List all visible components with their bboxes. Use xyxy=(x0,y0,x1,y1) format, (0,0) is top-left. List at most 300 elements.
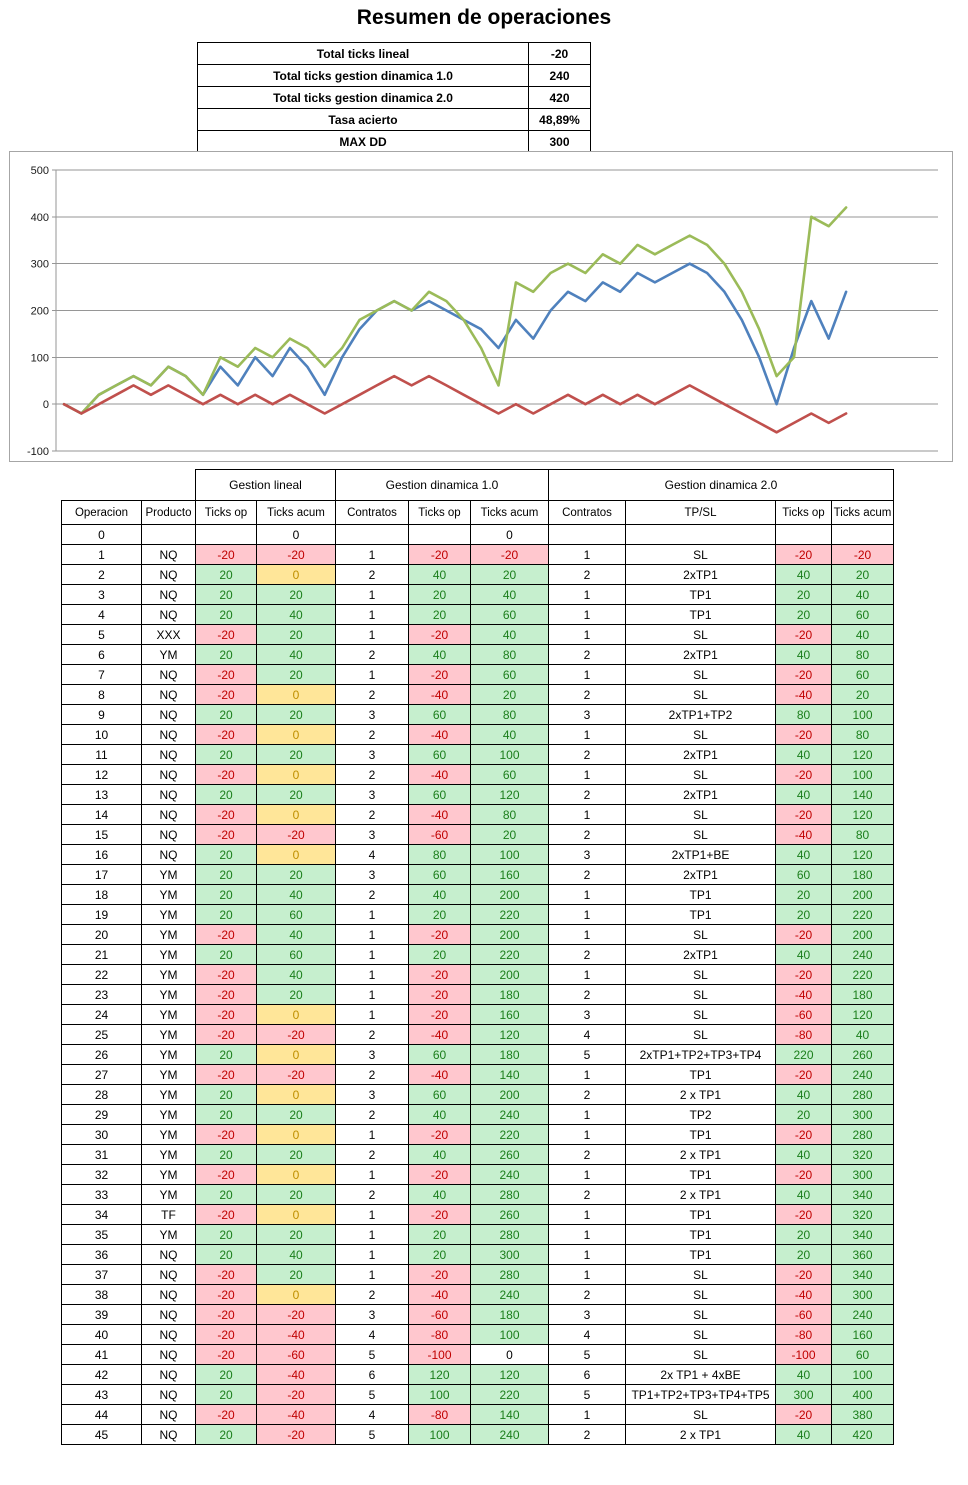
table-cell: -80 xyxy=(776,1025,832,1045)
table-cell: 20 xyxy=(471,565,549,585)
table-cell xyxy=(142,525,196,545)
table-cell: 0 xyxy=(471,525,549,545)
table-cell: NQ xyxy=(142,845,196,865)
table-cell: 17 xyxy=(62,865,142,885)
summary-value: -20 xyxy=(529,43,591,65)
table-cell: 2 xyxy=(549,785,626,805)
table-cell: 180 xyxy=(832,865,894,885)
table-cell: 2 x TP1 xyxy=(626,1425,776,1445)
table-cell: TP1 xyxy=(626,905,776,925)
table-cell: 40 xyxy=(409,565,471,585)
col-header-tp-sl: TP/SL xyxy=(626,501,776,525)
table-cell: 1 xyxy=(549,1225,626,1245)
table-cell: -40 xyxy=(409,805,471,825)
table-cell: 40 xyxy=(776,785,832,805)
y-axis-tick-label: 100 xyxy=(30,352,49,365)
table-cell: 20 xyxy=(776,885,832,905)
table-row xyxy=(62,805,894,825)
table-cell: 20 xyxy=(776,585,832,605)
table-cell: 3 xyxy=(336,825,409,845)
table-cell: 60 xyxy=(409,705,471,725)
table-cell: 1 xyxy=(549,925,626,945)
summary-table xyxy=(197,42,591,153)
col-header-operacion: Operacion xyxy=(62,501,142,525)
table-cell: SL xyxy=(626,545,776,565)
summary-value: 48,89% xyxy=(529,109,591,131)
table-cell: 2 xyxy=(549,685,626,705)
table-cell: 4 xyxy=(549,1325,626,1345)
table-cell: 3 xyxy=(336,1085,409,1105)
table-cell: SL xyxy=(626,765,776,785)
table-cell: 40 xyxy=(776,1085,832,1105)
table-cell: 22 xyxy=(62,965,142,985)
table-cell: 1 xyxy=(549,965,626,985)
table-cell: 2 xyxy=(549,1425,626,1445)
table-row xyxy=(62,1145,894,1165)
table-cell: NQ xyxy=(142,1305,196,1325)
table-cell: -20 xyxy=(257,825,336,845)
table-cell: 220 xyxy=(471,945,549,965)
table-cell: 180 xyxy=(471,985,549,1005)
table-cell: TP1 xyxy=(626,585,776,605)
table-cell: YM xyxy=(142,1005,196,1025)
column-header-row xyxy=(62,501,894,525)
table-cell: 2 xyxy=(549,1285,626,1305)
table-cell: SL xyxy=(626,1305,776,1325)
table-cell: 160 xyxy=(471,865,549,885)
table-cell: 2 xyxy=(336,1145,409,1165)
table-cell: -20 xyxy=(776,965,832,985)
table-cell: TF xyxy=(142,1205,196,1225)
table-cell: -20 xyxy=(409,1005,471,1025)
table-cell: 0 xyxy=(257,845,336,865)
table-cell: 20 xyxy=(409,905,471,925)
table-cell: -20 xyxy=(776,1405,832,1425)
summary-row xyxy=(198,131,591,153)
table-cell: -20 xyxy=(196,1285,257,1305)
table-cell: 32 xyxy=(62,1165,142,1185)
table-cell: 20 xyxy=(196,745,257,765)
table-cell: 40 xyxy=(776,1145,832,1165)
table-cell: 140 xyxy=(471,1065,549,1085)
table-cell: 40 xyxy=(776,645,832,665)
table-cell: 80 xyxy=(471,645,549,665)
table-cell: 200 xyxy=(471,925,549,945)
table-cell: NQ xyxy=(142,765,196,785)
table-row xyxy=(62,625,894,645)
table-cell: 1 xyxy=(549,765,626,785)
table-cell: 30 xyxy=(62,1125,142,1145)
table-cell: YM xyxy=(142,1065,196,1085)
table-cell: 6 xyxy=(549,1365,626,1385)
table-row xyxy=(62,1005,894,1025)
table-cell: 120 xyxy=(832,745,894,765)
table-cell: 260 xyxy=(471,1145,549,1165)
table-cell: 220 xyxy=(832,965,894,985)
table-row xyxy=(62,1365,894,1385)
table-row xyxy=(62,685,894,705)
table-cell: 2xTP1 xyxy=(626,865,776,885)
table-cell: NQ xyxy=(142,1345,196,1365)
table-row xyxy=(62,1345,894,1365)
table-cell: 100 xyxy=(471,1325,549,1345)
table-cell xyxy=(776,525,832,545)
table-cell: 2 xyxy=(549,825,626,845)
table-cell: 20 xyxy=(257,785,336,805)
table-cell: 20 xyxy=(257,1225,336,1245)
table-cell: 320 xyxy=(832,1205,894,1225)
table-cell: 1 xyxy=(549,1125,626,1145)
table-cell: 80 xyxy=(409,845,471,865)
table-cell: -20 xyxy=(471,545,549,565)
table-cell: 60 xyxy=(257,905,336,925)
table-cell: 240 xyxy=(832,1305,894,1325)
table-cell: 20 xyxy=(832,685,894,705)
table-cell: 5 xyxy=(549,1385,626,1405)
table-row xyxy=(62,985,894,1005)
table-cell: 20 xyxy=(196,1145,257,1165)
summary-row xyxy=(198,65,591,87)
table-cell: 13 xyxy=(62,785,142,805)
table-cell: 1 xyxy=(549,1405,626,1425)
table-cell: NQ xyxy=(142,1265,196,1285)
table-cell: 2 xyxy=(336,1025,409,1045)
table-cell: 40 xyxy=(257,605,336,625)
table-row xyxy=(62,1185,894,1205)
table-cell: 25 xyxy=(62,1025,142,1045)
table-cell: -20 xyxy=(776,1125,832,1145)
table-cell: 1 xyxy=(336,985,409,1005)
table-cell: 20 xyxy=(196,1365,257,1385)
table-cell: -20 xyxy=(409,1125,471,1145)
y-axis-tick-label: 400 xyxy=(30,211,49,224)
table-row xyxy=(62,1245,894,1265)
table-cell: 2 xyxy=(336,725,409,745)
table-cell: 300 xyxy=(832,1285,894,1305)
table-cell: 420 xyxy=(832,1425,894,1445)
table-cell: 20 xyxy=(196,1185,257,1205)
table-cell: NQ xyxy=(142,585,196,605)
table-cell: 20 xyxy=(257,1185,336,1205)
table-cell: TP1 xyxy=(626,1125,776,1145)
table-cell: 60 xyxy=(409,1045,471,1065)
table-cell: -40 xyxy=(776,1285,832,1305)
table-cell: 1 xyxy=(549,1065,626,1085)
table-cell: 29 xyxy=(62,1105,142,1125)
table-row xyxy=(62,1205,894,1225)
table-cell: 40 xyxy=(62,1325,142,1345)
table-row xyxy=(62,1285,894,1305)
table-cell: 400 xyxy=(832,1385,894,1405)
table-cell: -20 xyxy=(257,1025,336,1045)
table-cell: -80 xyxy=(409,1405,471,1425)
table-row xyxy=(62,845,894,865)
summary-label: MAX DD xyxy=(198,131,529,153)
table-row xyxy=(62,565,894,585)
table-cell: 100 xyxy=(409,1425,471,1445)
table-cell: NQ xyxy=(142,1425,196,1445)
table-cell: NQ xyxy=(142,685,196,705)
table-cell: NQ xyxy=(142,1365,196,1385)
table-cell: 44 xyxy=(62,1405,142,1425)
table-cell xyxy=(336,525,409,545)
table-cell: -40 xyxy=(776,685,832,705)
table-cell: -40 xyxy=(409,685,471,705)
table-cell: 5 xyxy=(549,1345,626,1365)
table-cell: TP2 xyxy=(626,1105,776,1125)
table-cell: -80 xyxy=(409,1325,471,1345)
table-cell: 20 xyxy=(257,745,336,765)
line-chart-svg xyxy=(10,152,952,461)
table-cell: 5 xyxy=(336,1425,409,1445)
table-cell: YM xyxy=(142,1145,196,1165)
table-cell: 20 xyxy=(62,925,142,945)
table-cell: 6 xyxy=(336,1365,409,1385)
table-cell: 11 xyxy=(62,745,142,765)
table-cell: 40 xyxy=(832,1025,894,1045)
table-row xyxy=(62,1325,894,1345)
group-header-row xyxy=(62,470,894,501)
table-cell: 18 xyxy=(62,885,142,905)
table-cell: NQ xyxy=(142,825,196,845)
table-cell: NQ xyxy=(142,785,196,805)
table-cell: -20 xyxy=(257,1425,336,1445)
table-cell: 300 xyxy=(832,1105,894,1125)
table-cell: 20 xyxy=(196,585,257,605)
table-cell: -20 xyxy=(196,1405,257,1425)
summary-table-body xyxy=(198,43,591,153)
table-cell: 1 xyxy=(62,545,142,565)
table-cell: 20 xyxy=(257,665,336,685)
table-cell: 20 xyxy=(196,1225,257,1245)
table-cell: 42 xyxy=(62,1365,142,1385)
table-cell: 0 xyxy=(257,1085,336,1105)
table-cell: 1 xyxy=(549,1205,626,1225)
table-cell: -20 xyxy=(776,925,832,945)
table-cell: XXX xyxy=(142,625,196,645)
table-cell: 60 xyxy=(832,665,894,685)
table-cell: 100 xyxy=(471,745,549,765)
group-header-gestion-dinamica-1: Gestion dinamica 1.0 xyxy=(336,470,549,501)
table-cell: 1 xyxy=(336,1165,409,1185)
table-cell: -20 xyxy=(196,685,257,705)
table-cell: 0 xyxy=(257,1165,336,1185)
table-cell: 0 xyxy=(257,685,336,705)
table-cell: 0 xyxy=(257,1205,336,1225)
table-cell: 16 xyxy=(62,845,142,865)
table-cell: 3 xyxy=(62,585,142,605)
table-cell: 2 xyxy=(336,565,409,585)
table-cell: 120 xyxy=(471,785,549,805)
table-row xyxy=(62,885,894,905)
table-cell: -60 xyxy=(776,1005,832,1025)
table-cell: 0 xyxy=(257,1285,336,1305)
table-cell: 280 xyxy=(471,1225,549,1245)
table-cell: 1 xyxy=(336,545,409,565)
table-cell: SL xyxy=(626,1025,776,1045)
table-cell: -20 xyxy=(776,1065,832,1085)
table-cell: 20 xyxy=(196,565,257,585)
table-cell: 20 xyxy=(196,1425,257,1445)
table-cell: 1 xyxy=(336,1005,409,1025)
table-cell: 2 xyxy=(62,565,142,585)
table-cell: 2 xyxy=(336,645,409,665)
table-cell: -40 xyxy=(409,1285,471,1305)
table-cell: 240 xyxy=(471,1285,549,1305)
table-cell: 100 xyxy=(409,1385,471,1405)
table-cell: 4 xyxy=(549,1025,626,1045)
table-row xyxy=(62,605,894,625)
table-cell: 20 xyxy=(196,865,257,885)
table-cell: 35 xyxy=(62,1225,142,1245)
table-cell: 380 xyxy=(832,1405,894,1425)
table-cell: 200 xyxy=(832,925,894,945)
table-cell: 1 xyxy=(336,1265,409,1285)
table-cell: 21 xyxy=(62,945,142,965)
table-cell: 40 xyxy=(409,885,471,905)
table-cell: -20 xyxy=(257,1305,336,1325)
table-cell: YM xyxy=(142,865,196,885)
table-cell: 60 xyxy=(832,605,894,625)
table-cell: 5 xyxy=(336,1345,409,1365)
group-header-gestion-dinamica-2: Gestion dinamica 2.0 xyxy=(549,470,894,501)
table-cell: 60 xyxy=(776,865,832,885)
table-cell: 220 xyxy=(832,905,894,925)
table-row xyxy=(62,1125,894,1145)
table-cell: -60 xyxy=(257,1345,336,1365)
table-cell: 43 xyxy=(62,1385,142,1405)
table-cell xyxy=(549,525,626,545)
table-cell: 40 xyxy=(409,1145,471,1165)
table-cell: 20 xyxy=(196,1085,257,1105)
table-cell: 2 xyxy=(336,1185,409,1205)
table-cell: 2 xyxy=(549,985,626,1005)
table-cell: 1 xyxy=(549,885,626,905)
table-cell: NQ xyxy=(142,605,196,625)
table-cell: 20 xyxy=(409,1225,471,1245)
table-cell: 60 xyxy=(409,1085,471,1105)
table-cell: 20 xyxy=(257,585,336,605)
table-cell: 340 xyxy=(832,1185,894,1205)
table-cell: 220 xyxy=(471,1385,549,1405)
table-cell: 120 xyxy=(409,1365,471,1385)
table-cell: -20 xyxy=(832,545,894,565)
table-cell: -20 xyxy=(257,1065,336,1085)
table-cell: 40 xyxy=(257,925,336,945)
table-row xyxy=(62,1405,894,1425)
table-cell: YM xyxy=(142,945,196,965)
table-row xyxy=(62,665,894,685)
table-cell: 240 xyxy=(832,945,894,965)
table-cell: NQ xyxy=(142,745,196,765)
table-cell: 220 xyxy=(471,1125,549,1145)
table-cell: 20 xyxy=(776,605,832,625)
table-cell: 2xTP1 xyxy=(626,945,776,965)
table-cell: 20 xyxy=(196,845,257,865)
table-cell: SL xyxy=(626,925,776,945)
col-header-d2-ticks-acum: Ticks acum xyxy=(832,501,894,525)
table-cell: 120 xyxy=(832,845,894,865)
table-cell: YM xyxy=(142,985,196,1005)
table-cell: 300 xyxy=(471,1245,549,1265)
table-cell: 1 xyxy=(336,925,409,945)
y-axis-tick-label: 200 xyxy=(30,305,49,318)
table-cell: 1 xyxy=(336,665,409,685)
table-cell: 0 xyxy=(62,525,142,545)
table-cell: SL xyxy=(626,825,776,845)
table-cell: -60 xyxy=(409,1305,471,1325)
table-cell: 2 xyxy=(549,865,626,885)
table-cell: 2 xyxy=(336,805,409,825)
col-header-d2-contratos: Contratos xyxy=(549,501,626,525)
table-cell: 1 xyxy=(549,1245,626,1265)
table-cell: 1 xyxy=(549,585,626,605)
table-row xyxy=(62,525,894,545)
table-cell: 2 xyxy=(549,1185,626,1205)
table-cell: 1 xyxy=(336,965,409,985)
table-cell: 2 xyxy=(336,1285,409,1305)
table-cell: 2 xyxy=(336,1065,409,1085)
table-row xyxy=(62,1045,894,1065)
group-header-gestion-lineal: Gestion lineal xyxy=(196,470,336,501)
table-cell: 100 xyxy=(832,705,894,725)
table-cell: 12 xyxy=(62,765,142,785)
table-cell: -20 xyxy=(196,1325,257,1345)
table-cell: SL xyxy=(626,1405,776,1425)
table-cell: 1 xyxy=(549,665,626,685)
table-cell: 31 xyxy=(62,1145,142,1165)
table-cell: SL xyxy=(626,1325,776,1345)
table-cell: 2 xyxy=(336,1105,409,1125)
table-cell: 20 xyxy=(196,1045,257,1065)
table-row xyxy=(62,945,894,965)
table-cell: 2 x TP1 xyxy=(626,1145,776,1165)
table-cell: -20 xyxy=(409,1205,471,1225)
table-cell: 40 xyxy=(257,885,336,905)
table-cell: 360 xyxy=(832,1245,894,1265)
table-cell: 60 xyxy=(471,665,549,685)
table-cell: YM xyxy=(142,885,196,905)
table-cell: 2xTP1 xyxy=(626,565,776,585)
table-cell: 24 xyxy=(62,1005,142,1025)
table-cell: 40 xyxy=(776,1185,832,1205)
table-cell: 180 xyxy=(471,1305,549,1325)
table-cell: 38 xyxy=(62,1285,142,1305)
table-cell: -40 xyxy=(409,1065,471,1085)
table-cell: 20 xyxy=(257,985,336,1005)
table-cell: TP1 xyxy=(626,885,776,905)
table-cell: 40 xyxy=(776,1425,832,1445)
table-cell: -20 xyxy=(196,725,257,745)
table-cell: -20 xyxy=(196,825,257,845)
table-cell: -20 xyxy=(409,925,471,945)
table-cell: 20 xyxy=(196,1105,257,1125)
table-cell: 2xTP1 xyxy=(626,645,776,665)
table-cell: 220 xyxy=(471,905,549,925)
table-cell: -20 xyxy=(196,545,257,565)
table-cell: 20 xyxy=(257,865,336,885)
table-cell: 20 xyxy=(776,905,832,925)
table-cell: TP1 xyxy=(626,1205,776,1225)
table-cell: 2xTP1 xyxy=(626,745,776,765)
table-row xyxy=(62,965,894,985)
table-cell: 80 xyxy=(832,825,894,845)
col-header-lineal-ticks-acum: Ticks acum xyxy=(257,501,336,525)
table-cell: 3 xyxy=(336,745,409,765)
table-cell: 60 xyxy=(832,1345,894,1365)
table-cell: 200 xyxy=(471,965,549,985)
table-cell: 20 xyxy=(257,1105,336,1125)
